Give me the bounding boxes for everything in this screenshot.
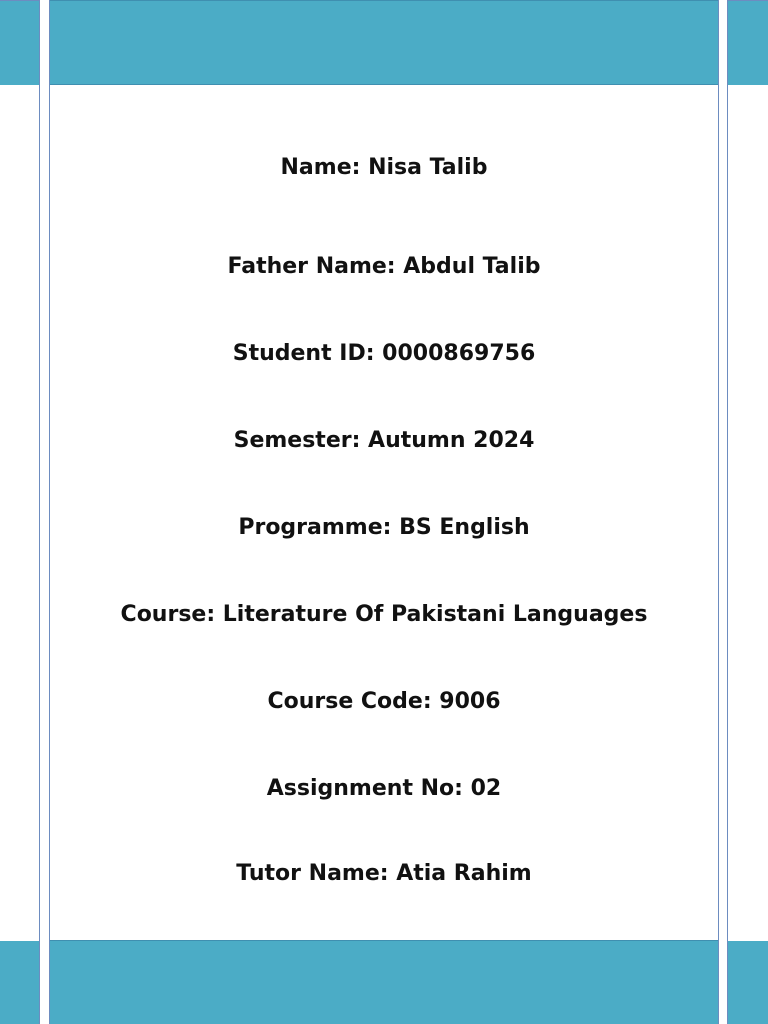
- left-top-band: [0, 1, 39, 85]
- semester: Semester: Autumn 2024: [233, 428, 535, 453]
- course-code: Course Code: 9006: [267, 689, 501, 714]
- left-border-column: [0, 0, 40, 1024]
- student-id: Student ID: 0000869756: [232, 341, 536, 366]
- course: Course: Literature Of Pakistani Languages: [120, 602, 648, 627]
- assignment-number: Assignment No: 02: [266, 776, 502, 801]
- right-bottom-band: [728, 941, 768, 1024]
- center-panel: [49, 0, 719, 1024]
- father-name: Father Name: Abdul Talib: [227, 254, 541, 279]
- student-name: Name: Nisa Talib: [280, 155, 488, 180]
- programme: Programme: BS English: [238, 515, 530, 540]
- left-bottom-band: [0, 941, 39, 1024]
- right-top-band: [728, 1, 768, 85]
- top-header-band: [50, 0, 718, 85]
- tutor-name: Tutor Name: Atia Rahim: [236, 861, 532, 886]
- right-border-column: [727, 0, 768, 1024]
- bottom-footer-band: [50, 940, 718, 1024]
